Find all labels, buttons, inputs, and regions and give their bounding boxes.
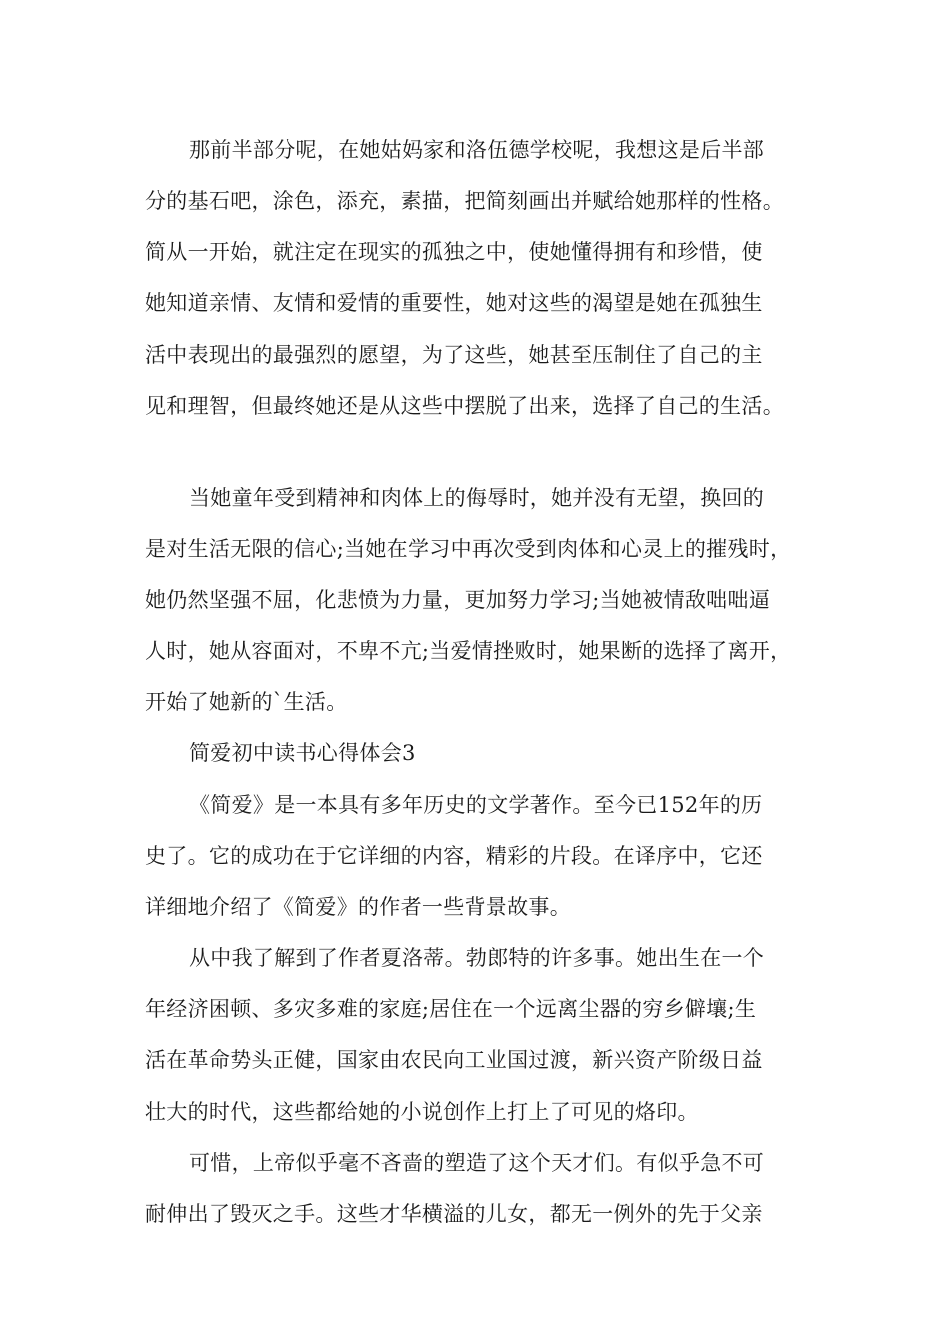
text-line: 是对生活无限的信心;当她在学习中再次受到肉体和心灵上的摧残时， [145,537,792,561]
text-line: 她仍然坚强不屈，化悲愤为力量，更加努力学习;当她被情敌咄咄逼 [145,588,771,612]
text-line: 史了。它的成功在于它详细的内容，精彩的片段。在译序中，它还 [145,844,763,868]
text-line: 分的基石吧，涂色，添充，素描，把简刻画出并赋给她那样的性格。 [145,189,784,213]
text-line: 《简爱》是一本具有多年历史的文学著作。至今已152年的历 [189,793,763,817]
text-line: 当她童年受到精神和肉体上的侮辱时，她并没有无望，换回的 [189,486,765,510]
text-line: 详细地介绍了《简爱》的作者一些背景故事。 [145,895,571,919]
text-line: 那前半部分呢，在她姑妈家和洛伍德学校呢，我想这是后半部 [189,138,765,162]
text-line: 人时，她从容面对，不卑不亢;当爱情挫败时，她果断的选择了离开， [145,639,792,663]
text-line: 壮大的时代，这些都给她的小说创作上打上了可见的烙印。 [145,1100,699,1124]
text-line: 年经济困顿、多灾多难的家庭;居住在一个远离尘器的穷乡僻壤;生 [145,997,757,1021]
text-line: 耐伸出了毁灭之手。这些才华横溢的儿女，都无一例外的先于父亲 [145,1202,763,1226]
text-line: 可惜，上帝似乎毫不吝啬的塑造了这个天才们。有似乎急不可 [189,1151,765,1175]
text-line: 简从一开始，就注定在现实的孤独之中，使她懂得拥有和珍惜，使 [145,240,763,264]
text-line: 见和理智，但最终她还是从这些中摆脱了出来，选择了自己的生活。 [145,394,784,418]
text-line: 开始了她新的`生活。 [145,690,348,714]
section-title: 简爱初中读书心得体会3 [189,741,416,765]
text-line: 活在革命势头正健，国家由农民向工业国过渡，新兴资产阶级日益 [145,1048,763,1072]
text-line: 活中表现出的最强烈的愿望，为了这些，她甚至压制住了自己的主 [145,343,763,367]
text-line: 从中我了解到了作者夏洛蒂。勃郎特的许多事。她出生在一个 [189,946,765,970]
text-line: 她知道亲情、友情和爱情的重要性，她对这些的渴望是她在孤独生 [145,291,763,315]
